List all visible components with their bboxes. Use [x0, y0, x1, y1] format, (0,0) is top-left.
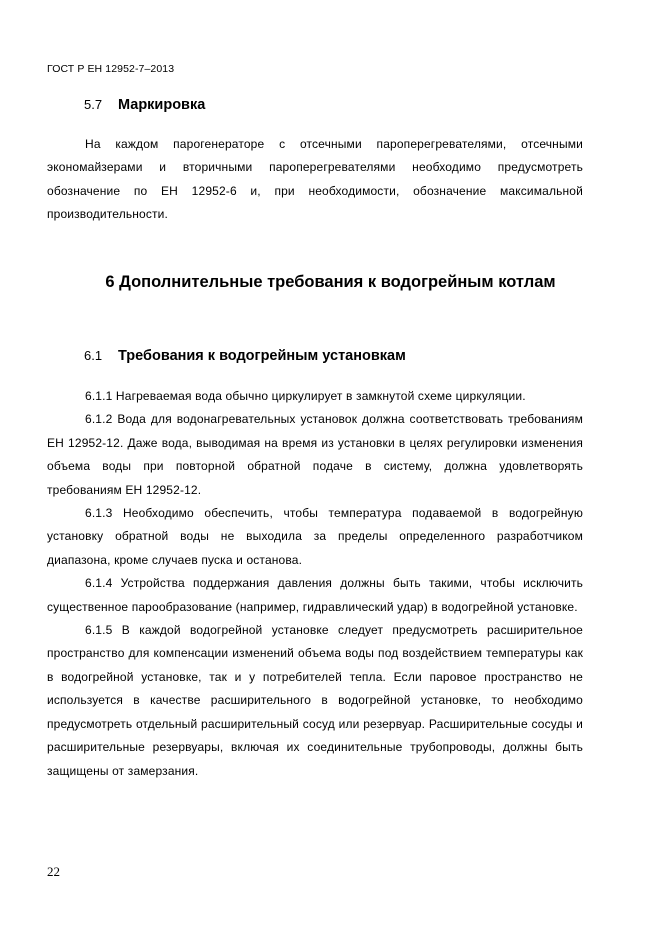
- paragraph-6-1-3: 6.1.3 Необходимо обеспечить, чтобы температура подаваемой в водогрейную установку обратной воды не выходила за пределы определенного разработчиком диапазона, кроме случаев пуска и останова.: [47, 506, 583, 567]
- page-number: 22: [47, 864, 60, 879]
- section-number: 5.7: [84, 97, 103, 112]
- section-6-1-body: [47, 385, 583, 783]
- section-5-7-heading: [84, 97, 205, 113]
- section-number: 6.1: [84, 348, 103, 363]
- paragraph-6-1-2: 6.1.2 Вода для водонагревательных установок должна соответствовать требованиям ЕН 12952-12. Даже вода, выводимая на время из установки в целях регулировки изменения объема воды при повторной обратной подаче в систему, должна удовлетворять требованиям ЕН 12952-12.: [47, 412, 583, 497]
- section-6-1-heading: [84, 348, 406, 364]
- section-title: Требования к водогрейным установкам: [118, 348, 406, 364]
- paragraph-6-1-4: 6.1.4 Устройства поддержания давления должны быть такими, чтобы исключить существенное парообразование (например, гидравлический удар) в водогрейной установке.: [47, 576, 583, 614]
- chapter-6-heading: 6 Дополнительные требования к водогрейным котлам: [105, 273, 556, 291]
- section-title: Маркировка: [118, 97, 206, 113]
- section-5-7-body: [47, 133, 583, 227]
- paragraph-6-1-5: 6.1.5 В каждой водогрейной установке следует предусмотреть расширительное пространство для компенсации изменений объема воды под воздействием температуры как в водогрейной установке, так и у потребителей тепла. Если паровое пространство не используется в качестве расширительного в водогрейной установке, то необходимо предусмотреть отдельный расширительный сосуд или резервуар. Расширительные сосуды и расширительные резервуары, включая их соединительные трубопроводы, должны быть защищены от замерзания.: [47, 623, 583, 778]
- document-header: ГОСТ Р ЕН 12952-7–2013: [47, 63, 175, 75]
- paragraph-6-1-1: 6.1.1 Нагреваемая вода обычно циркулирует в замкнутой схеме циркуляции.: [85, 389, 526, 403]
- paragraph: На каждом парогенераторе с отсечными пароперегревателями, отсечными экономайзерами и вторичными пароперегревателями необходимо предусмотреть обозначение по ЕН 12952-6 и, при необходимости, обозначение максимальной производительности.: [47, 137, 583, 222]
